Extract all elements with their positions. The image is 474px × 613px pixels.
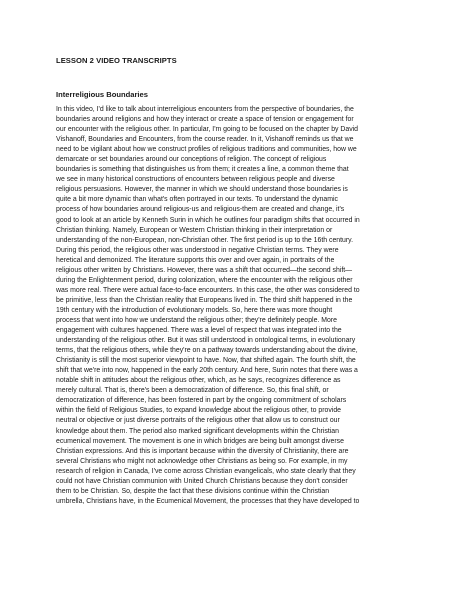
transcript-line: be primitive, less than the Christian reality that Europeans lived in. The third shift happened in the	[56, 296, 353, 304]
document-page	[56, 0, 420, 613]
transcript-line: engagement with cultures happened. There was a level of respect that was integrated into the	[56, 327, 342, 335]
transcript-line: during the Enlightenment period, during colonization, where the encounter with the religious other	[56, 276, 353, 284]
transcript-line: knowledge about them. The period also marked significant developments within the Christian	[56, 427, 339, 435]
section-heading: Interreligious Boundaries	[56, 90, 148, 99]
transcript-line: heretical and demonized. The literature supports this over and over again, in portraits of the	[56, 256, 335, 264]
transcript-line: process of how boundaries around religious-us and religious-them are created and change, it's	[56, 206, 345, 214]
transcript-line: democratization of difference, has been fostered in part by the ongoing commitment of scholars	[56, 397, 347, 405]
transcript-line: understanding of the non-European, non-Christian other. The first period is up to the 16th century.	[56, 236, 353, 244]
transcript-line: demarcate or set boundaries around our conceptions of religion. The concept of religious	[56, 156, 327, 164]
transcript-line: need to be vigilant about how we construct profiles of religious traditions and communities, how we	[56, 146, 357, 154]
transcript-line: was more real. There were actual face-to-face encounters. In this case, the other was considered to	[56, 286, 360, 294]
transcript-line: During this period, the religious other was understood in negative Christian terms. They were	[56, 246, 339, 254]
transcript-line: we see in many historical constructions of encounters between religious people and diverse	[56, 176, 335, 184]
transcript-line: religious persuasions. However, the manner in which we should understand those boundaries is	[56, 186, 348, 194]
transcript-line: notable shift in attitudes about the religious other, which, as he says, recognizes difference as	[56, 377, 341, 385]
transcript-line: ecumenical movement. The movement is one in which bridges are being built amongst diverse	[56, 437, 344, 445]
transcript-line: Christianity is still the most superior viewpoint to have. Now, that shifted again. The fourth shift, the	[56, 357, 356, 365]
transcript-line: quite a bit more dynamic than what's often portrayed in our texts. To understand the dynamic	[56, 196, 338, 204]
transcript-line: them to be Christian. So, despite the fact that these divisions continue within the Christian	[56, 487, 330, 495]
transcript-line: Christian thinking. Namely, European or Western Christian thinking in their interpretation or	[56, 226, 333, 234]
transcript-line: understanding of the religious other. But it was still understood in ontological terms, in evolutionary	[56, 337, 356, 345]
transcript-line: In this video, I'd like to talk about interreligious encounters from the perspective of boundaries, the	[56, 106, 354, 113]
transcript-line: within the field of Religious Studies, to expand knowledge about the religious other, to provide	[56, 407, 341, 415]
transcript-line: Vishanoff, Boundaries and Encounters, from the course reader. In it, Vishanoff reminds us that we	[56, 136, 354, 144]
transcript-line: several Christians who might not acknowledge other Christians as being so. For example, in my	[56, 457, 348, 465]
document-title: LESSON 2 VIDEO TRANSCRIPTS	[56, 56, 177, 65]
transcript-line: 19th century with the introduction of evolutionary models. So, here there was more thought	[56, 306, 333, 314]
transcript-line: our encounter with the religious other. In particular, I'm going to be focused on the chapter by David	[56, 126, 359, 134]
transcript-line: boundaries is something that distinguishes us from them; it creates a line, a common theme that	[56, 166, 349, 174]
transcript-line: process that went into how we understand the religious other; they're definitely people. More	[56, 316, 337, 324]
transcript-line: could not have Christian communion with United Church Christians because they don't consider	[56, 477, 348, 485]
transcript-line: umbrella, Christians have, in the Ecumenical Movement, the processes that they have developed to	[56, 497, 360, 505]
transcript-line: shift that we're into now, happened in the early 20th century. And here, Surin notes that there was a	[56, 367, 358, 375]
transcript-line: boundaries around religions and how they interact or create a space of tension or engagement for	[56, 116, 354, 124]
transcript-line: research of religion in Canada, I've come across Christian evangelicals, who state clearly that they	[56, 467, 356, 475]
transcript-paragraph	[56, 105, 420, 507]
transcript-line: merely cultural. That is, there's been a democratization of difference. So, this final shift, or	[56, 387, 329, 395]
transcript-line: terms, that the religious others, while they're on a pathway towards understanding about the divine,	[56, 347, 358, 355]
transcript-line: good to look at an article by Kenneth Surin in which he outlines four paradigm shifts that occurred in	[56, 216, 360, 224]
transcript-line: religious other written by Christians. However, there was a shift that occurred—the second shift—	[56, 266, 353, 274]
transcript-line: Christian expressions. And this is important because within the diversity of Christianity, there are	[56, 447, 349, 455]
transcript-line: neutral or objective or just diverse portraits of the religious other that allow us to construct our	[56, 417, 340, 425]
